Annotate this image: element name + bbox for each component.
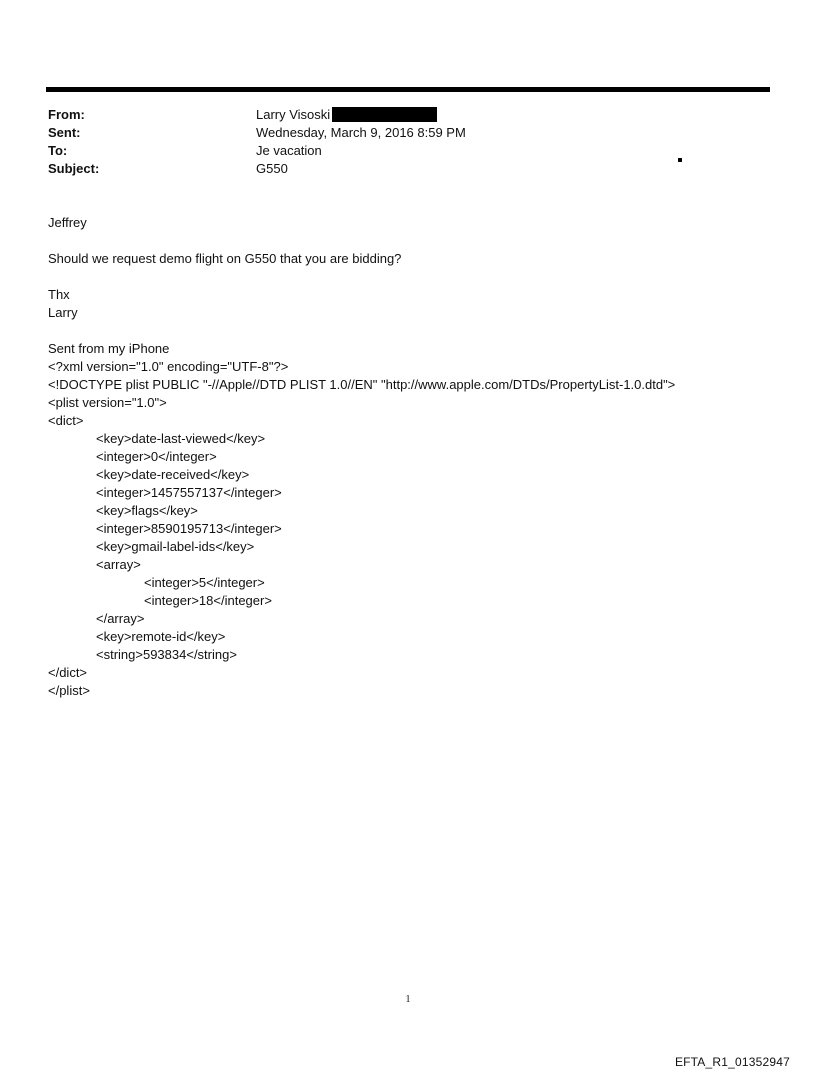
plist-xml-declaration: <?xml version="1.0" encoding="UTF-8"?> bbox=[48, 359, 289, 374]
scan-speck bbox=[678, 158, 682, 162]
array-item: <integer>5</integer> bbox=[144, 575, 265, 590]
redaction-bar bbox=[332, 107, 437, 122]
plist-line: <key>date-received</key> bbox=[96, 467, 250, 482]
blank-line bbox=[48, 268, 768, 286]
plist-line: <integer>0</integer> bbox=[96, 449, 217, 464]
sent-row bbox=[48, 124, 748, 142]
plist-line: <key>flags</key> bbox=[96, 503, 198, 518]
email-header bbox=[48, 106, 748, 178]
dict-open-tag: <dict> bbox=[48, 413, 84, 428]
to-row bbox=[48, 142, 748, 160]
plist-line: <key>remote-id</key> bbox=[96, 629, 226, 644]
plist-doctype: <!DOCTYPE plist PUBLIC "-//Apple//DTD PLIST 1.0//EN" "http://www.apple.com/DTDs/PropertyList-1.0.dtd"> bbox=[48, 377, 676, 392]
from-label: From: bbox=[48, 107, 85, 122]
from-value-wrap bbox=[256, 106, 437, 124]
to-value: Je vacation bbox=[256, 143, 322, 158]
array-close-tag: </array> bbox=[96, 611, 145, 626]
header-divider bbox=[46, 87, 770, 92]
email-body bbox=[48, 214, 768, 700]
sent-label: Sent: bbox=[48, 125, 81, 140]
plist-line: <key>date-last-viewed</key> bbox=[96, 431, 266, 446]
to-label: To: bbox=[48, 143, 68, 158]
plist-line: <integer>8590195713</integer> bbox=[96, 521, 282, 536]
blank-line bbox=[48, 322, 768, 340]
message-text: Should we request demo flight on G550 that you are bidding? bbox=[48, 251, 402, 266]
plist-line: <string>593834</string> bbox=[96, 647, 237, 662]
from-row bbox=[48, 106, 748, 124]
greeting: Jeffrey bbox=[48, 215, 87, 230]
subject-row bbox=[48, 160, 748, 178]
signoff-thx: Thx bbox=[48, 287, 70, 302]
plist-close-tag: </plist> bbox=[48, 683, 90, 698]
array-item: <integer>18</integer> bbox=[144, 593, 272, 608]
blank-line bbox=[48, 232, 768, 250]
signature: Sent from my iPhone bbox=[48, 341, 170, 356]
plist-line: <key>gmail-label-ids</key> bbox=[96, 539, 255, 554]
array-open-tag: <array> bbox=[96, 557, 141, 572]
dict-close-tag: </dict> bbox=[48, 665, 88, 680]
sent-value: Wednesday, March 9, 2016 8:59 PM bbox=[256, 125, 466, 140]
plist-open-tag: <plist version="1.0"> bbox=[48, 395, 167, 410]
page-number: 1 bbox=[405, 994, 411, 1005]
subject-value: G550 bbox=[256, 161, 288, 176]
signoff-name: Larry bbox=[48, 305, 78, 320]
subject-label: Subject: bbox=[48, 161, 100, 176]
bates-number: EFTA_R1_01352947 bbox=[674, 1055, 790, 1069]
plist-line: <integer>1457557137</integer> bbox=[96, 485, 282, 500]
from-value: Larry Visoski bbox=[256, 107, 331, 122]
